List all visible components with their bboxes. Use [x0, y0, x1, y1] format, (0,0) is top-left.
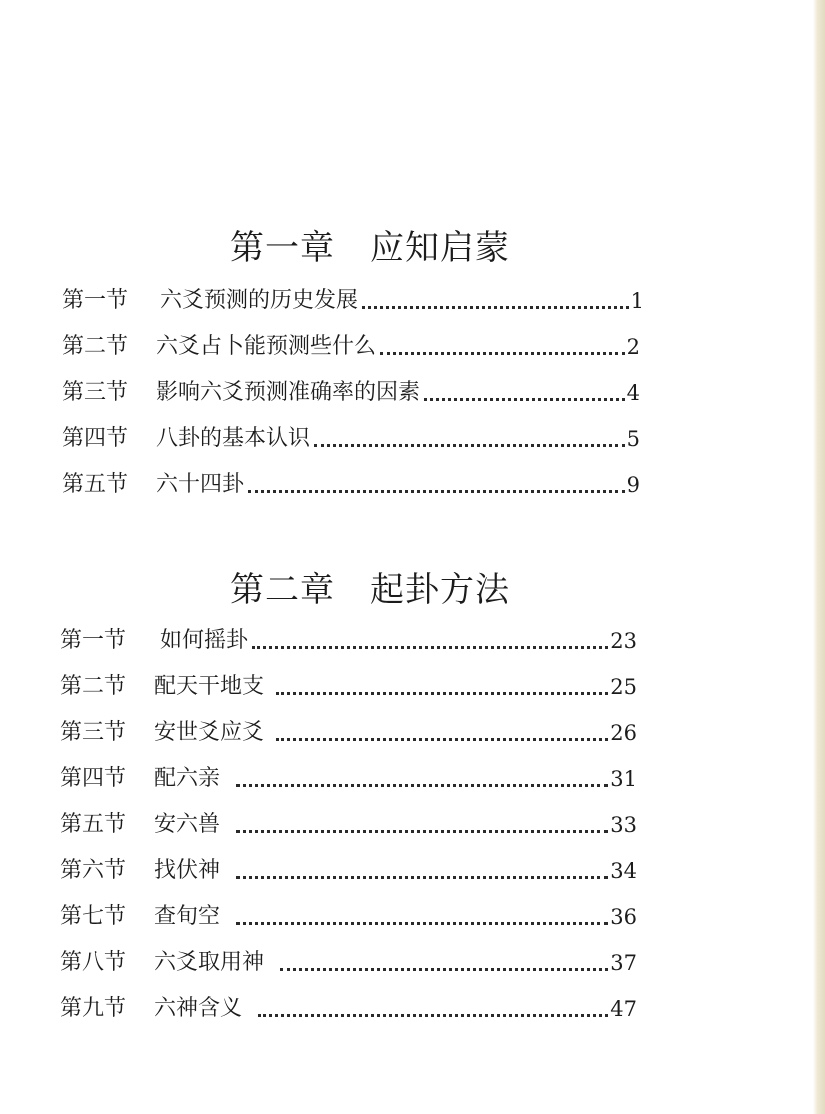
page-number: 33	[610, 813, 637, 837]
section-number: 第一节	[60, 628, 127, 653]
toc-entry[interactable]	[62, 372, 640, 408]
section-number: 第四节	[60, 766, 127, 791]
toc-entry[interactable]	[62, 464, 640, 500]
section-title: 查旬空	[154, 904, 221, 929]
dot-leader	[362, 306, 629, 309]
dot-leader	[314, 444, 625, 447]
page-number: 4	[626, 381, 640, 405]
page-number: 34	[610, 859, 637, 883]
dot-leader	[248, 490, 625, 493]
section-number: 第七节	[60, 904, 127, 929]
dot-leader	[276, 692, 608, 695]
dot-leader	[276, 738, 608, 741]
chapter-2-title: 第二章 起卦方法	[230, 570, 510, 610]
page-number: 2	[626, 335, 640, 359]
page-number: 5	[626, 427, 640, 451]
toc-entry[interactable]	[60, 988, 637, 1024]
dot-leader	[424, 398, 625, 401]
chapter-1-title: 第一章 应知启蒙	[230, 228, 510, 268]
section-number: 第三节	[62, 380, 129, 405]
dot-leader	[236, 876, 608, 879]
section-title: 六爻取用神	[154, 950, 265, 975]
page-number: 47	[610, 997, 637, 1021]
page-number: 31	[610, 767, 637, 791]
page-number: 9	[626, 473, 640, 497]
toc-entry[interactable]	[60, 712, 637, 748]
section-number: 第二节	[62, 334, 129, 359]
toc-entry[interactable]	[60, 896, 637, 932]
section-title: 安世爻应爻	[154, 720, 265, 745]
dot-leader	[236, 830, 608, 833]
section-title: 六十四卦	[156, 472, 245, 497]
dot-leader	[280, 968, 608, 971]
dot-leader	[252, 646, 608, 649]
section-title: 配六亲	[154, 766, 221, 791]
section-number: 第五节	[62, 472, 129, 497]
section-title: 六神含义	[154, 996, 243, 1021]
toc-entry[interactable]	[60, 666, 637, 702]
section-number: 第九节	[60, 996, 127, 1021]
section-title: 六爻预测的历史发展	[160, 288, 359, 313]
dot-leader	[236, 784, 608, 787]
section-title: 配天干地支	[154, 674, 265, 699]
dot-leader	[380, 352, 625, 355]
dot-leader	[258, 1014, 608, 1017]
section-title: 如何摇卦	[160, 628, 249, 653]
page-number: 37	[610, 951, 637, 975]
section-number: 第六节	[60, 858, 127, 883]
dot-leader	[236, 922, 608, 925]
section-number: 第八节	[60, 950, 127, 975]
section-number: 第一节	[62, 288, 129, 313]
section-title: 八卦的基本认识	[156, 426, 311, 451]
section-number: 第三节	[60, 720, 127, 745]
toc-entry[interactable]	[60, 758, 637, 794]
toc-entry[interactable]	[62, 280, 644, 316]
toc-entry[interactable]	[62, 418, 640, 454]
page-number: 36	[610, 905, 637, 929]
page-number: 1	[630, 289, 644, 313]
toc-entry[interactable]	[60, 942, 637, 978]
page-number: 23	[610, 629, 637, 653]
toc-entry[interactable]	[60, 804, 637, 840]
section-number: 第四节	[62, 426, 129, 451]
page-number: 26	[610, 721, 637, 745]
toc-entry[interactable]	[60, 850, 637, 886]
toc-entry[interactable]	[62, 326, 640, 362]
section-title: 影响六爻预测准确率的因素	[156, 380, 421, 405]
section-number: 第二节	[60, 674, 127, 699]
toc-entry[interactable]	[60, 620, 637, 656]
section-title: 找伏神	[154, 858, 221, 883]
section-title: 安六兽	[154, 812, 221, 837]
section-title: 六爻占卜能预测些什么	[156, 334, 377, 359]
page-edge	[813, 0, 825, 1114]
section-number: 第五节	[60, 812, 127, 837]
page-number: 25	[610, 675, 637, 699]
